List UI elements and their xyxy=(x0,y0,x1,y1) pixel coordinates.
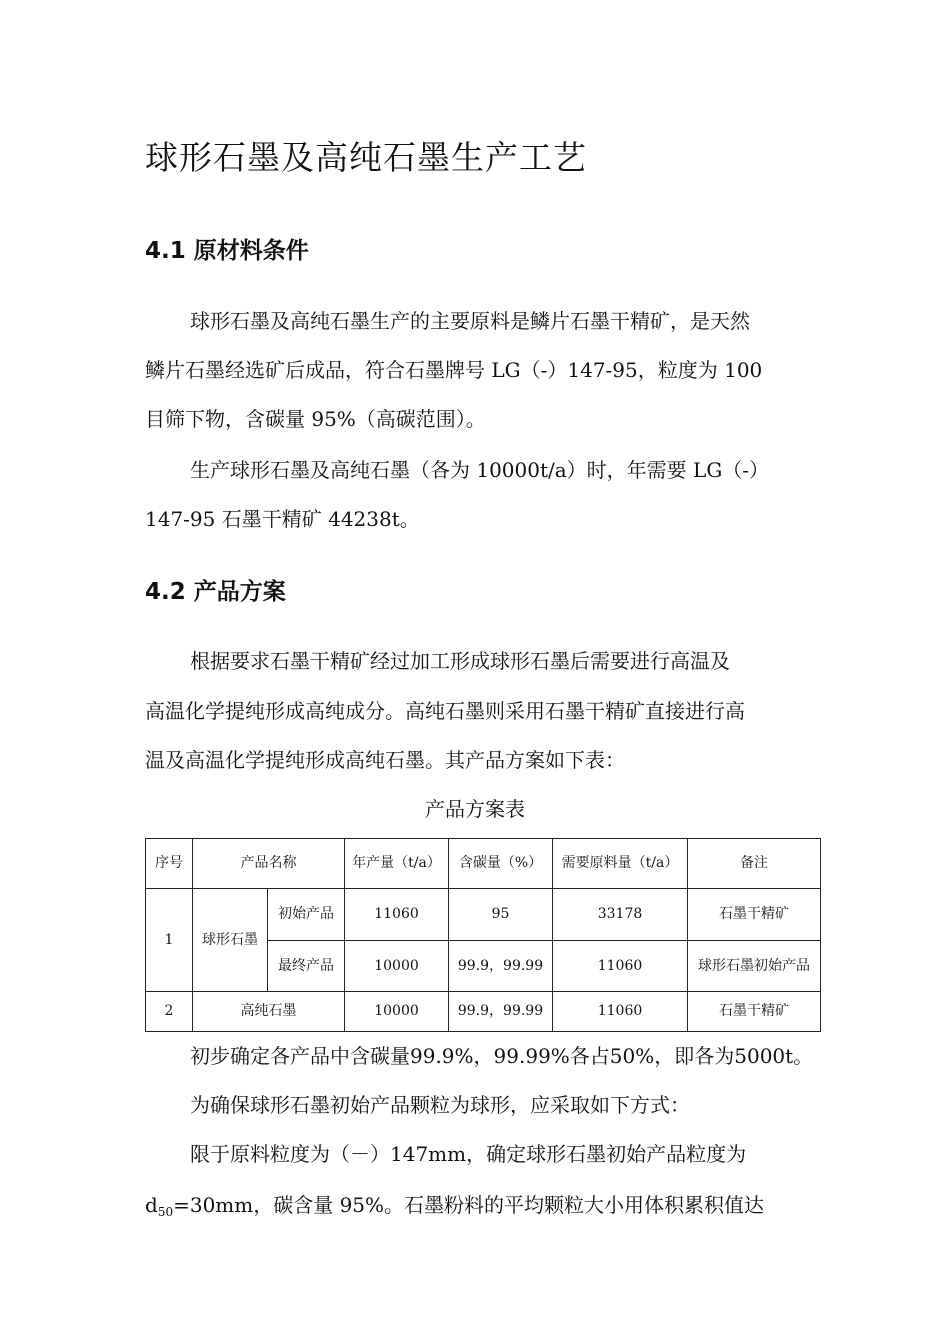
table-row xyxy=(146,889,821,941)
cell-raw: 11060 xyxy=(553,941,688,992)
cell-seq: 2 xyxy=(146,992,193,1032)
cell-seq: 1 xyxy=(146,889,193,992)
d50-subscript: 50 xyxy=(157,1205,174,1219)
cell-raw: 11060 xyxy=(553,992,688,1032)
table-caption: 产品方案表 xyxy=(425,797,525,821)
paragraph-line: 目筛下物，含碳量 95%（高碳范围）。 xyxy=(145,407,486,431)
header-annual-output: 年产量（t/a） xyxy=(345,839,449,889)
paragraph-line: 147-95 石墨干精矿 44238t。 xyxy=(145,507,420,531)
cell-remark: 石墨干精矿 xyxy=(688,992,821,1032)
cell-carbon: 95 xyxy=(449,889,553,941)
table-row xyxy=(146,992,821,1032)
d50-text: =30mm，碳含量 95%。石墨粉料的平均颗粒大小用体积累积值达 xyxy=(173,1193,765,1217)
paragraph-line: 温及高温化学提纯形成高纯石墨。其产品方案如下表： xyxy=(145,748,625,772)
cell-carbon: 99.9，99.99 xyxy=(449,941,553,992)
cell-remark: 石墨干精矿 xyxy=(688,889,821,941)
section-heading-4-1: 4.1 原材料条件 xyxy=(145,238,309,264)
header-product-name: 产品名称 xyxy=(193,839,345,889)
cell-sub-product: 最终产品 xyxy=(268,941,345,992)
header-remarks: 备注 xyxy=(688,839,821,889)
paragraph-line: 限于原料粒度为（－）147mm，确定球形石墨初始产品粒度为 xyxy=(190,1142,747,1166)
cell-output: 10000 xyxy=(345,992,449,1032)
product-plan-table xyxy=(145,838,821,1032)
cell-output: 10000 xyxy=(345,941,449,992)
d50-symbol: d xyxy=(145,1193,158,1217)
paragraph-line: 鳞片石墨经选矿后成品，符合石墨牌号 LG（-）147-95，粒度为 100 xyxy=(145,358,763,382)
cell-remark: 球形石墨初始产品 xyxy=(688,941,821,992)
cell-raw: 33178 xyxy=(553,889,688,941)
cell-output: 11060 xyxy=(345,889,449,941)
cell-product-name: 高纯石墨 xyxy=(193,992,345,1032)
cell-carbon: 99.9，99.99 xyxy=(449,992,553,1032)
paragraph-line: 生产球形石墨及高纯石墨（各为 10000t/a）时，年需要 LG（-） xyxy=(190,458,770,482)
cell-sub-product: 初始产品 xyxy=(268,889,345,941)
paragraph-line: 初步确定各产品中含碳量99.9%，99.99%各占50%，即各为5000t。 xyxy=(190,1044,814,1068)
page-title: 球形石墨及高纯石墨生产工艺 xyxy=(145,138,587,177)
section-heading-4-2: 4.2 产品方案 xyxy=(145,579,286,605)
paragraph-line: 根据要求石墨干精矿经过加工形成球形石墨后需要进行高温及 xyxy=(190,649,730,673)
header-carbon: 含碳量（%） xyxy=(449,839,553,889)
cell-product-name: 球形石墨 xyxy=(193,889,268,992)
paragraph-line: 为确保球形石墨初始产品颗粒为球形，应采取如下方式： xyxy=(190,1093,690,1117)
table-header-row xyxy=(146,839,821,889)
paragraph-line: 高温化学提纯形成高纯成分。高纯石墨则采用石墨干精矿直接进行高 xyxy=(145,699,745,723)
header-seq: 序号 xyxy=(146,839,193,889)
paragraph-line xyxy=(145,1190,764,1220)
header-raw-material: 需要原料量（t/a） xyxy=(553,839,688,889)
paragraph-line: 球形石墨及高纯石墨生产的主要原料是鳞片石墨干精矿，是天然 xyxy=(190,309,750,333)
